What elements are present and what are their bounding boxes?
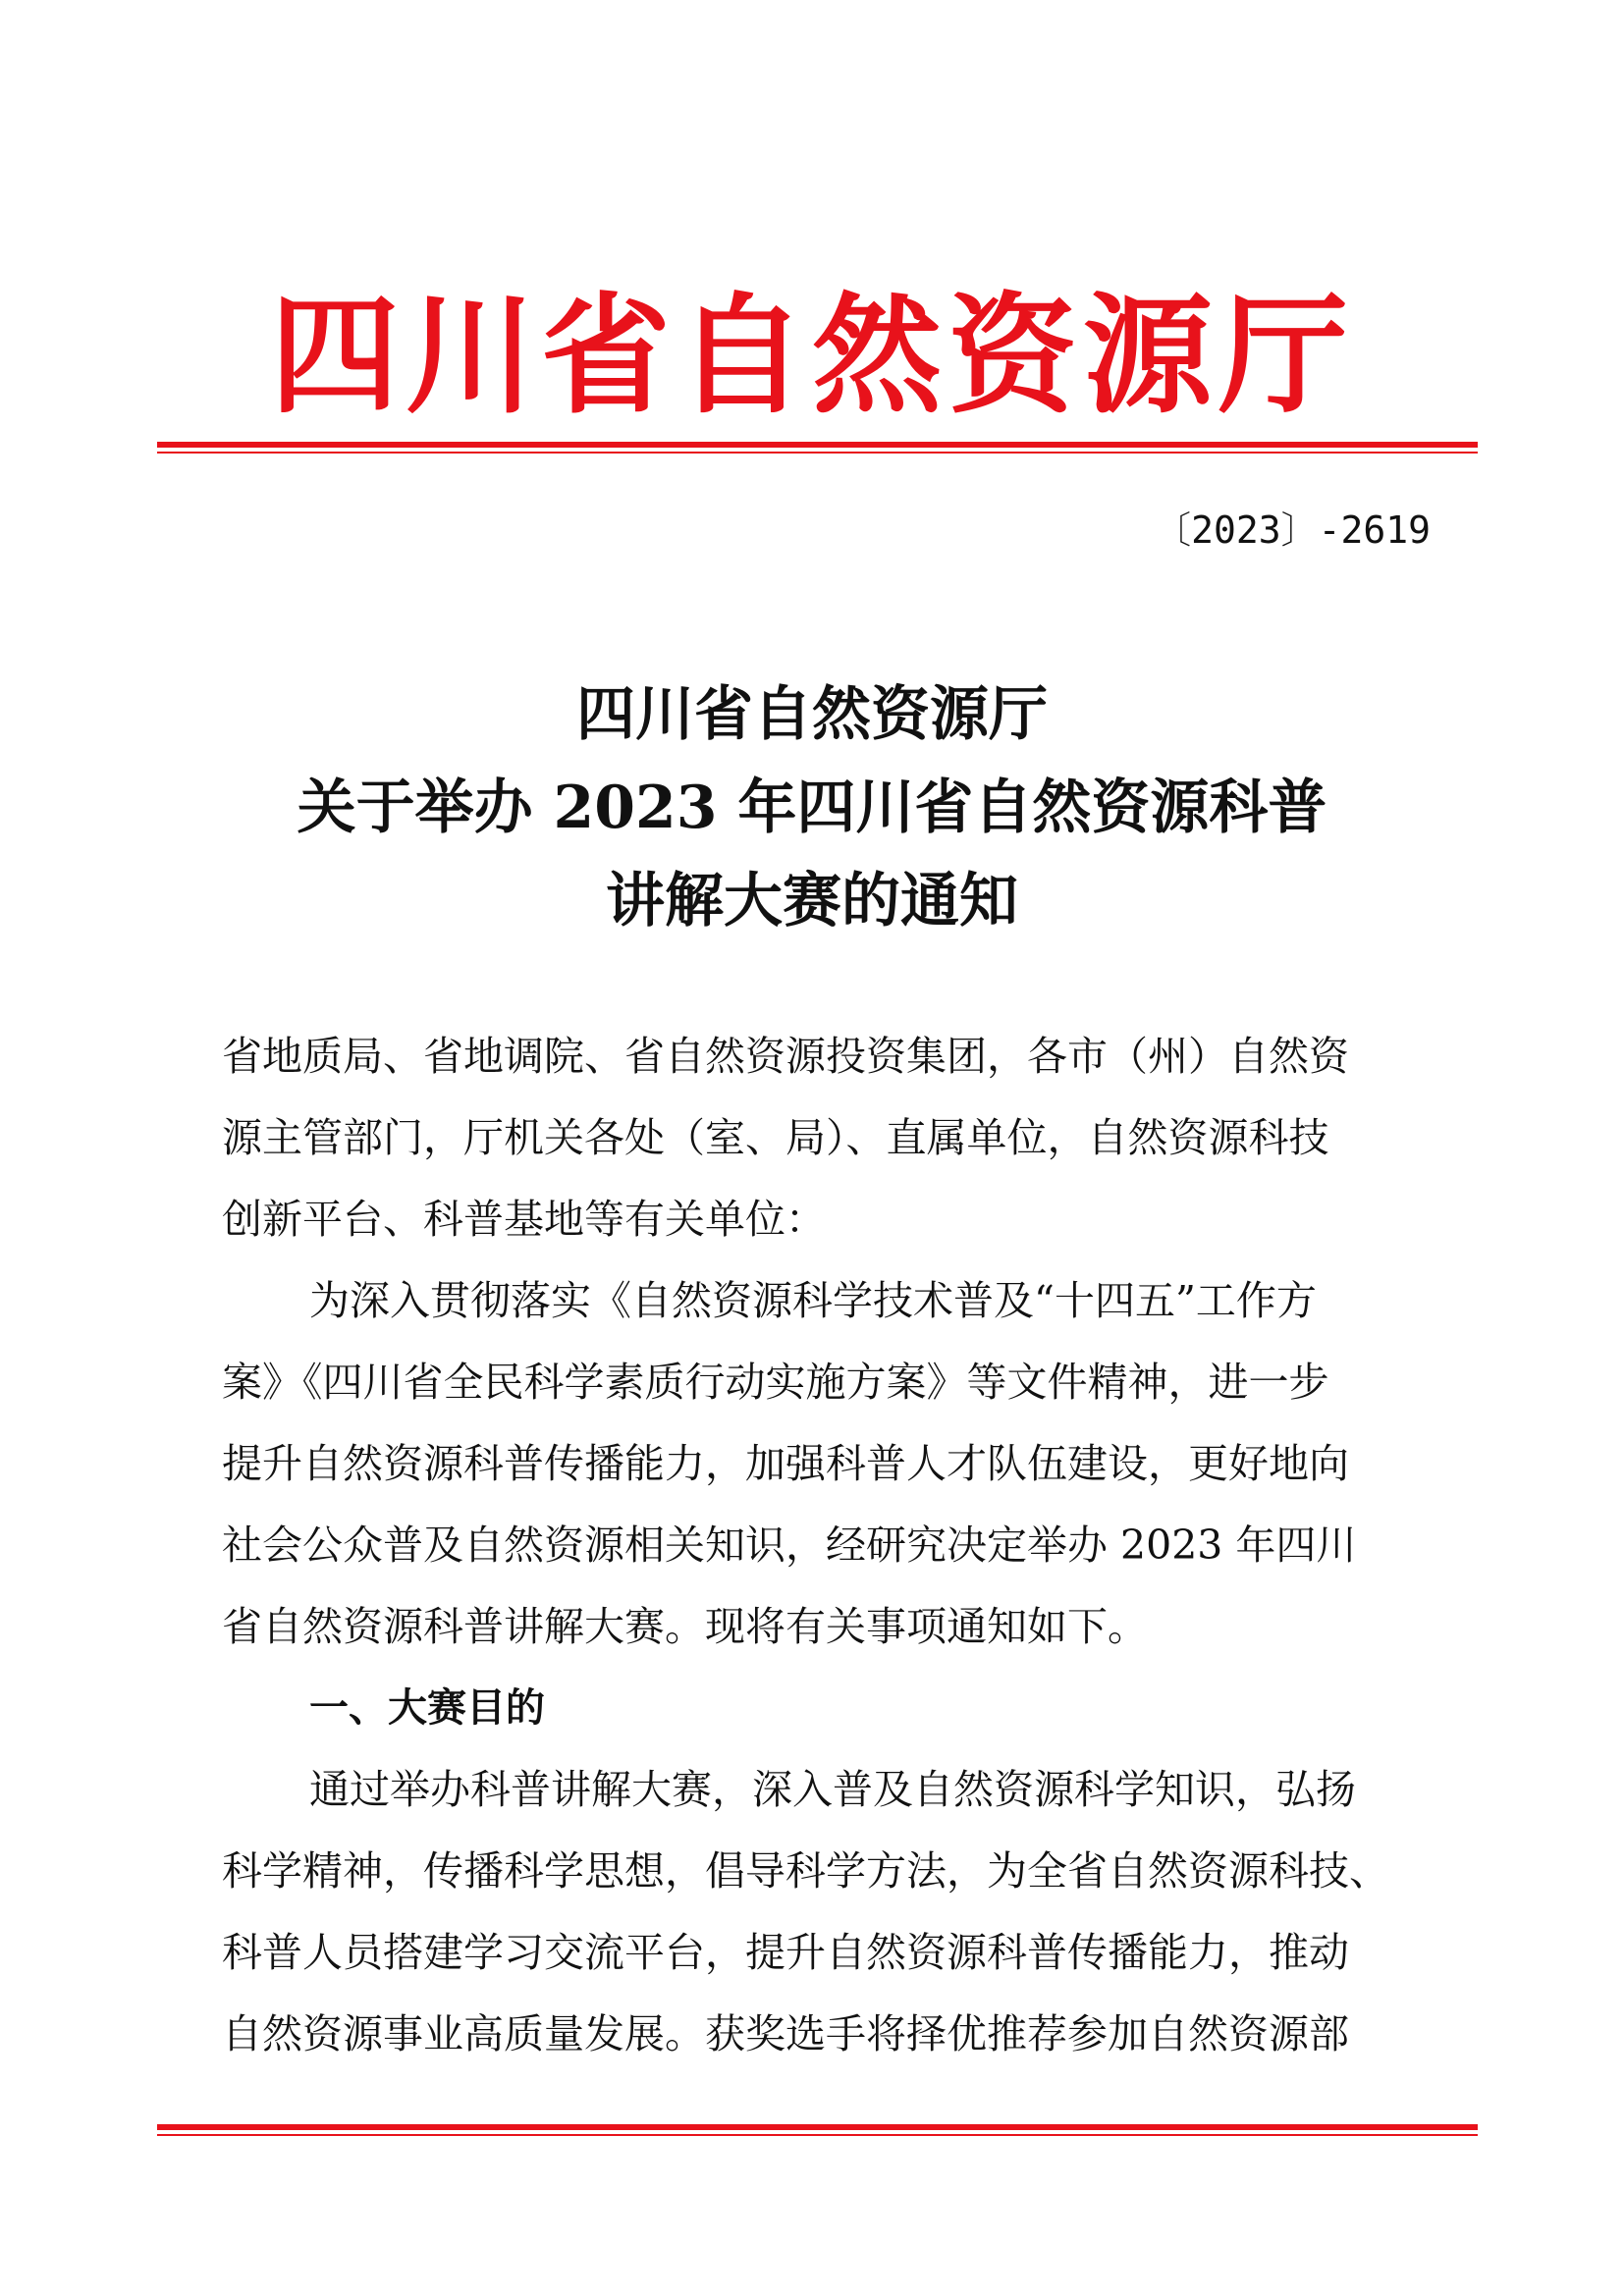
body-line: 科普人员搭建学习交流平台，提升自然资源科普传播能力，推动 bbox=[222, 1929, 1349, 1976]
document-title-line-2: 关于举办 2023 年四川省自然资源科普 bbox=[297, 774, 1327, 842]
document-title-line-1: 四川省自然资源厅 bbox=[576, 680, 1048, 749]
body-line: 社会公众普及自然资源相关知识，经研究决定举办 2023 年四川 bbox=[222, 1522, 1357, 1569]
document-title-line-3: 讲解大赛的通知 bbox=[606, 867, 1018, 935]
body-line: 提升自然资源科普传播能力，加强科普人才队伍建设，更好地向 bbox=[222, 1440, 1349, 1487]
document-number: 〔2023〕-2619 bbox=[1154, 508, 1431, 552]
section-heading: 一、大赛目的 bbox=[309, 1685, 545, 1731]
letterhead-divider-top bbox=[157, 442, 1478, 454]
body-line: 为深入贯彻落实《自然资源科学技术普及“十四五”工作方 bbox=[309, 1277, 1317, 1324]
footer-divider bbox=[157, 2124, 1478, 2136]
addressee-line: 源主管部门，厅机关各处（室、局）、直属单位，自然资源科技 bbox=[222, 1114, 1329, 1161]
addressee-line: 省地质局、省地调院、省自然资源投资集团，各市（州）自然资 bbox=[222, 1033, 1349, 1080]
letterhead-title: 四川省自然资源厅 bbox=[270, 280, 1354, 432]
body-line: 通过举办科普讲解大赛，深入普及自然资源科学知识，弘扬 bbox=[309, 1766, 1356, 1813]
addressee-line: 创新平台、科普基地等有关单位： bbox=[222, 1196, 826, 1243]
body-line: 省自然资源科普讲解大赛。现将有关事项通知如下。 bbox=[222, 1603, 1148, 1650]
body-line: 案》《四川省全民科学素质行动实施方案》等文件精神，进一步 bbox=[222, 1359, 1329, 1406]
body-line: 自然资源事业高质量发展。获奖选手将择优推荐参加自然资源部 bbox=[222, 2010, 1349, 2057]
body-line: 科学精神，传播科学思想，倡导科学方法，为全省自然资源科技、 bbox=[222, 1847, 1389, 1895]
